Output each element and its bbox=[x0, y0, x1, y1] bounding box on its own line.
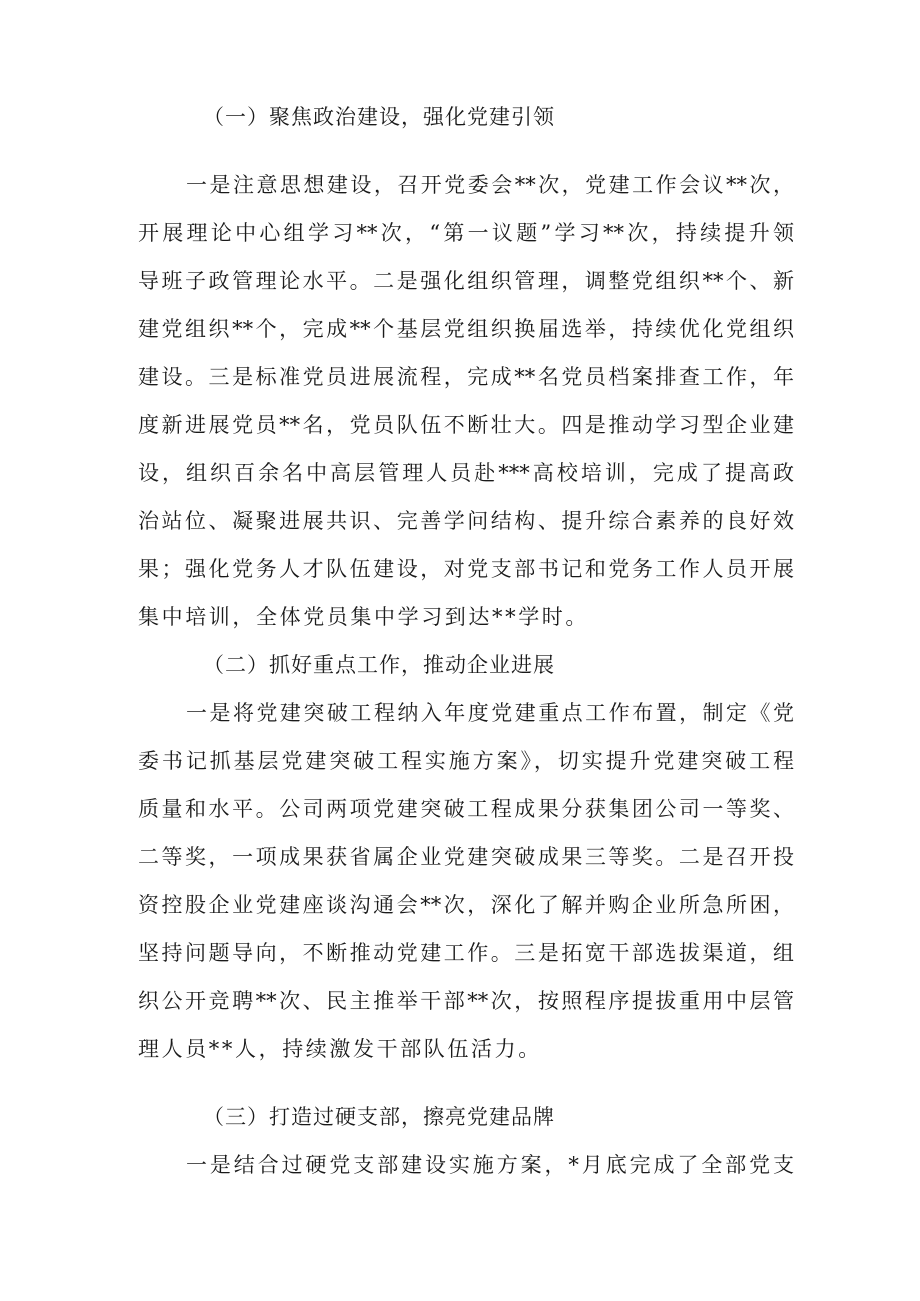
paragraph-line: 资控股企业党建座谈沟通会**次，深化了解并购企业所急所困， bbox=[138, 893, 794, 917]
paragraph-line: 一是注意思想建设，召开党委会**次，党建工作会议**次， bbox=[186, 173, 794, 197]
paragraph-line: 导班子政管理论水平。二是强化组织管理，调整党组织**个、新 bbox=[138, 269, 794, 293]
paragraph-line: 果；强化党务人才队伍建设，对党支部书记和党务工作人员开展 bbox=[138, 557, 794, 581]
section-heading-3: （三）打造过硬支部，擦亮党建品牌 bbox=[203, 1105, 555, 1129]
paragraph-line: 一是将党建突破工程纳入年度党建重点工作布置，制定《党 bbox=[186, 701, 794, 725]
paragraph-line: 开展理论中心组学习**次，“第一议题”学习**次，持续提升领 bbox=[138, 221, 794, 245]
paragraph-line: 度新进展党员**名，党员队伍不断壮大。四是推动学习型企业建 bbox=[138, 413, 794, 437]
paragraph-line: 二等奖，一项成果获省属企业党建突破成果三等奖。二是召开投 bbox=[138, 845, 794, 869]
paragraph-line: 建设。三是标准党员进展流程，完成**名党员档案排查工作，年 bbox=[138, 365, 794, 389]
paragraph-line: 理人员**人，持续激发干部队伍活力。 bbox=[138, 1037, 542, 1061]
paragraph-line: 设，组织百余名中高层管理人员赴***高校培训，完成了提高政 bbox=[138, 461, 794, 485]
paragraph-line: 治站位、凝聚进展共识、完善学问结构、提升综合素养的良好效 bbox=[138, 509, 794, 533]
paragraph-line: 集中培训，全体党员集中学习到达**学时。 bbox=[138, 605, 589, 629]
paragraph-line: 织公开竞聘**次、民主推举干部**次，按照程序提拔重用中层管 bbox=[138, 989, 794, 1013]
section-heading-1: （一）聚焦政治建设，强化党建引领 bbox=[203, 105, 555, 129]
section-heading-2: （二）抓好重点工作，推动企业进展 bbox=[203, 653, 555, 677]
paragraph-line: 质量和水平。公司两项党建突破工程成果分获集团公司一等奖、 bbox=[138, 797, 794, 821]
paragraph-line: 建党组织**个，完成**个基层党组织换届选举，持续优化党组织 bbox=[138, 317, 794, 341]
paragraph-line: 坚持问题导向，不断推动党建工作。三是拓宽干部选拔渠道，组 bbox=[138, 941, 794, 965]
paragraph-line: 一是结合过硬党支部建设实施方案，*月底完成了全部党支 bbox=[186, 1153, 794, 1177]
paragraph-line: 委书记抓基层党建突破工程实施方案》，切实提升党建突破工程 bbox=[138, 749, 794, 773]
